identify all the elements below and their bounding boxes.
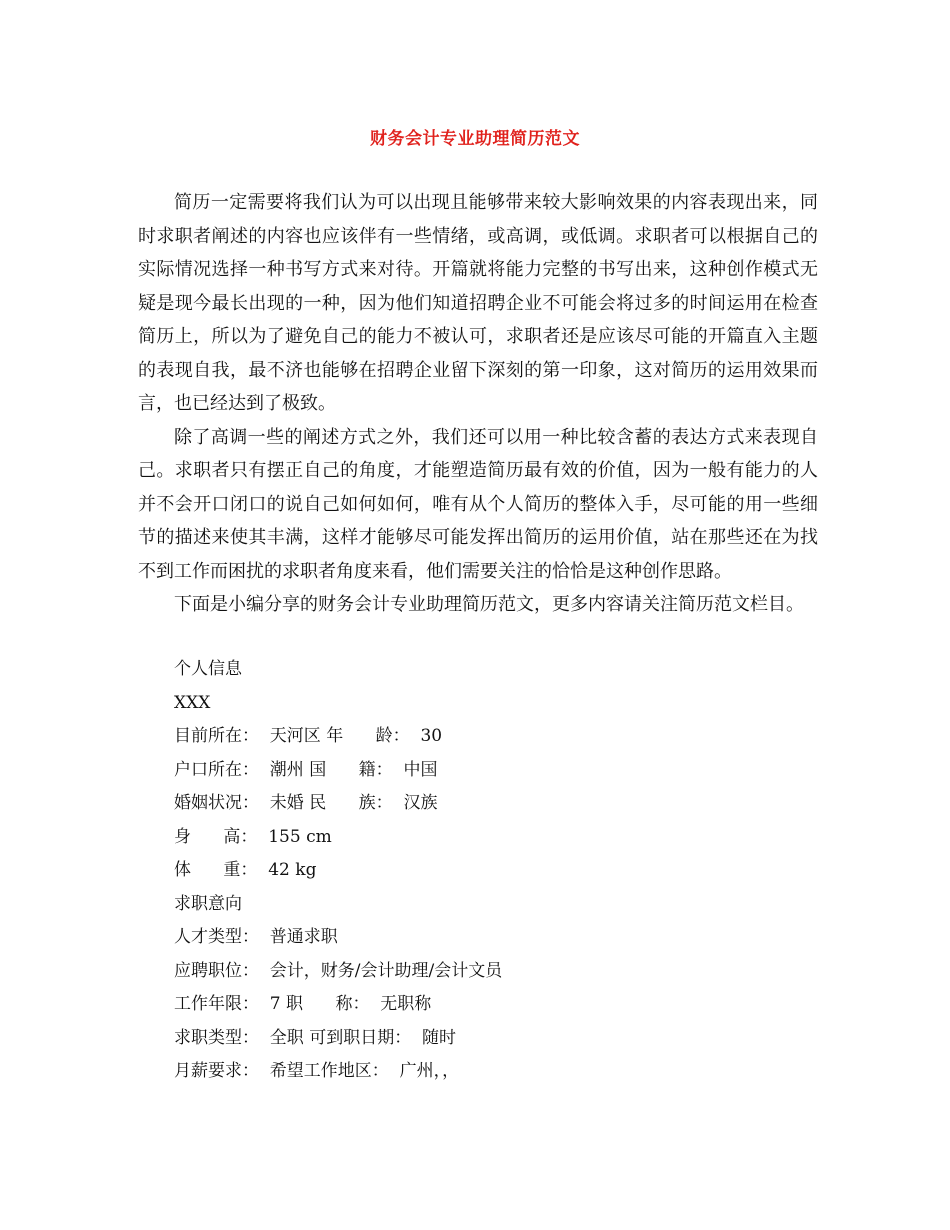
info-job-type-availability: 求职类型： 全职 可到职日期： 随时 [174, 1027, 457, 1048]
info-position: 应聘职位： 会计，财务/会计助理/会计文员 [174, 960, 503, 981]
intro-text [138, 186, 818, 622]
page-title: 财务会计专业助理简历范文 [370, 129, 580, 149]
section-heading-personal-info: 个人信息 [174, 659, 242, 679]
info-hukou-nationality: 户口所在： 潮州 国 籍： 中国 [174, 759, 438, 780]
info-marital-ethnicity: 婚姻状况： 未婚 民 族： 汉族 [174, 793, 438, 813]
paragraph-3: 下面是小编分享的财务会计专业助理简历范文，更多内容请关注简历范文栏目。 [174, 594, 804, 615]
info-height: 身 高： 155 cm [174, 826, 332, 847]
paragraph-2: 除了高调一些的阐述方式之外，我们还可以用一种比较含蓄的表达方式来表现自己。求职者只有摆正自己的角度，才能塑造简历最有效的价值，因为一般有能力的人并不会开口闭口的说自己如何如何，唯有从个人简历的整体入手，尽可能的用一些细节的描述来使其丰满，这样才能够尽可能发挥出简历的运用价值，站在那些还在为找不到工作而困扰的求职者角度来看，他们需要关注的恰恰是这种创作思路。 [138, 426, 818, 582]
info-weight: 体 重： 42 kg [174, 860, 317, 880]
info-experience-title: 工作年限： 7 职 称： 无职称 [174, 994, 432, 1014]
info-location-age: 目前所在： 天河区 年 龄： 30 [174, 726, 443, 746]
paragraph-1: 简历一定需要将我们认为可以出现且能够带来较大影响效果的内容表现出来，同时求职者阐述的内容也应该伴有一些情绪，或高调，或低调。求职者可以根据自己的实际情况选择一种书写方式来对待。开篇就将能力完整的书写出来，这种创作模式无疑是现今最长出现的一种，因为他们知道招聘企业不可能会将过多的时间运用在检查简历上，所以为了避免自己的能力不被认可，求职者还是应该尽可能的开篇直入主题的表现自我，最不济也能够在招聘企业留下深刻的第一印象，这对简历的运用效果而言，也已经达到了极致。 [138, 192, 818, 414]
section-heading-job-intention: 求职意向 [174, 893, 242, 914]
info-name: XXX [174, 692, 211, 713]
info-talent-type: 人才类型： 普通求职 [174, 927, 338, 947]
info-salary-region: 月薪要求： 希望工作地区： 广州，， [174, 1061, 460, 1081]
resume-info [174, 653, 502, 1089]
